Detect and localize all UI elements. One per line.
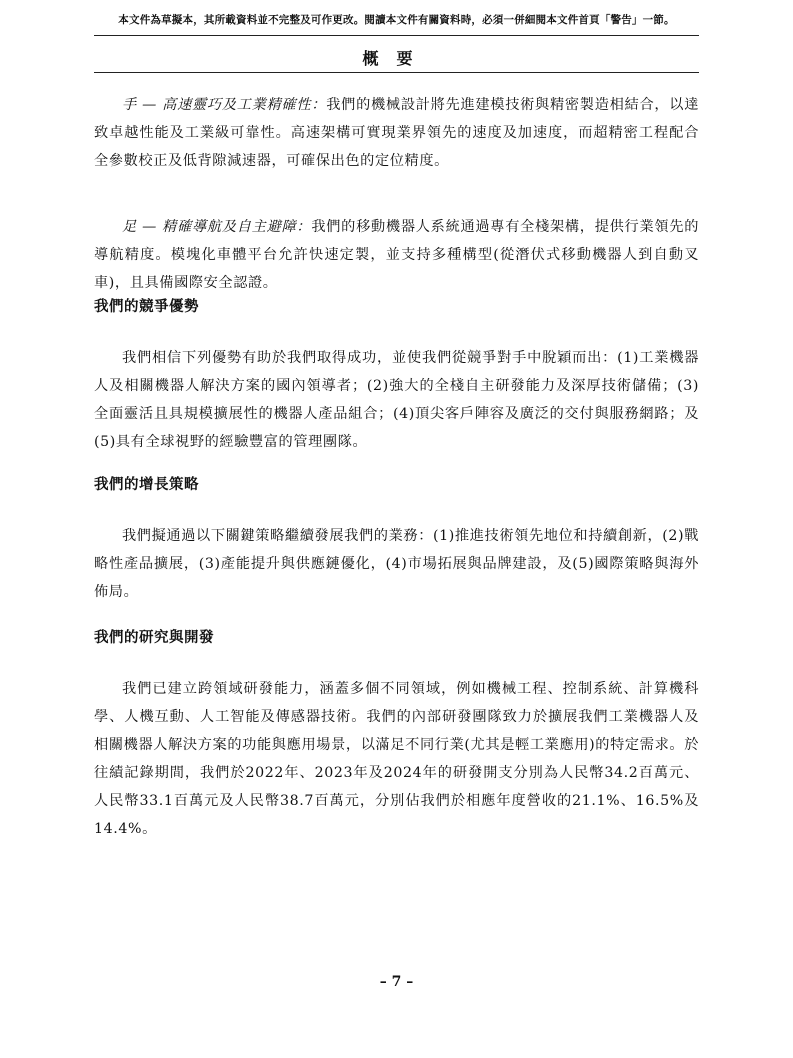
header-rule-top (94, 35, 699, 36)
header-rule-bottom (94, 72, 699, 73)
draft-warning: 本文件為草擬本，其所載資料並不完整及可作更改。閱讀本文件有關資料時，必須一併細閱本文件首頁「警告」一節。 (118, 14, 675, 26)
foot-text: 我們的移動機器人系統通過專有全棧架構，提供行業領先的導航精度。模塊化車體平台允許快速定製，並支持多種構型(從潛伏式移動機器人到自動叉車)，且具備國際安全認證。 (94, 219, 699, 291)
heading-competitive-strengths: 我們的競爭優勢 (94, 298, 199, 315)
paragraph-growth-strategy: 我們擬通過以下關鍵策略繼續發展我們的業務：(1)推進技術領先地位和持續創新，(2)戰略性產品擴展，(3)產能提升與供應鏈優化，(4)市場拓展與品牌建設，及(5)國際策略與海外佈局。 (94, 528, 699, 600)
page-number: – 7 – (379, 974, 414, 990)
section-title: 概要 (362, 49, 431, 68)
paragraph-research-development: 我們已建立跨領域研發能力，涵蓋多個不同領域，例如機械工程、控制系統、計算機科學、人機互動、人工智能及傳感器技術。我們的內部研發團隊致力於擴展我們工業機器人及相關機器人解決方案的功能與應用場景，以滿足不同行業(尤其是輕工業應用)的特定需求。於往績記錄期間，我們於2022年、2023年及2024年的研發開支分別為人民幣34.2百萬元、人民幣33.1百萬元及人民幣38.7百萬元，分別佔我們於相應年度營收的21.1%、16.5%及14.4%。 (94, 681, 699, 837)
hand-label: 手 — 高速靈巧及工業精確性： (122, 97, 327, 113)
document-page (94, 0, 699, 1058)
paragraph-foot (94, 213, 699, 297)
heading-research-development: 我們的研究與開發 (94, 629, 214, 646)
paragraph-competitive-strengths: 我們相信下列優勢有助於我們取得成功，並使我們從競爭對手中脫穎而出：(1)工業機器人及相關機器人解決方案的國內領導者；(2)強大的全棧自主研發能力及深厚技術儲備；(3)全面靈活且具規模擴展性的機器人產品組合；(4)頂尖客戶陣容及廣泛的交付與服務網路；及(5)具有全球視野的經驗豐富的管理團隊。 (94, 350, 699, 450)
hand-text: 我們的機械設計將先進建模技術與精密製造相結合，以達致卓越性能及工業級可靠性。高速架構可實現業界領先的速度及加速度，而超精密工程配合全參數校正及低背隙減速器，可確保出色的定位精度。 (94, 97, 699, 169)
heading-growth-strategy: 我們的增長策略 (94, 476, 199, 493)
foot-label: 足 — 精確導航及自主避障： (122, 219, 312, 235)
paragraph-hand (94, 91, 699, 175)
